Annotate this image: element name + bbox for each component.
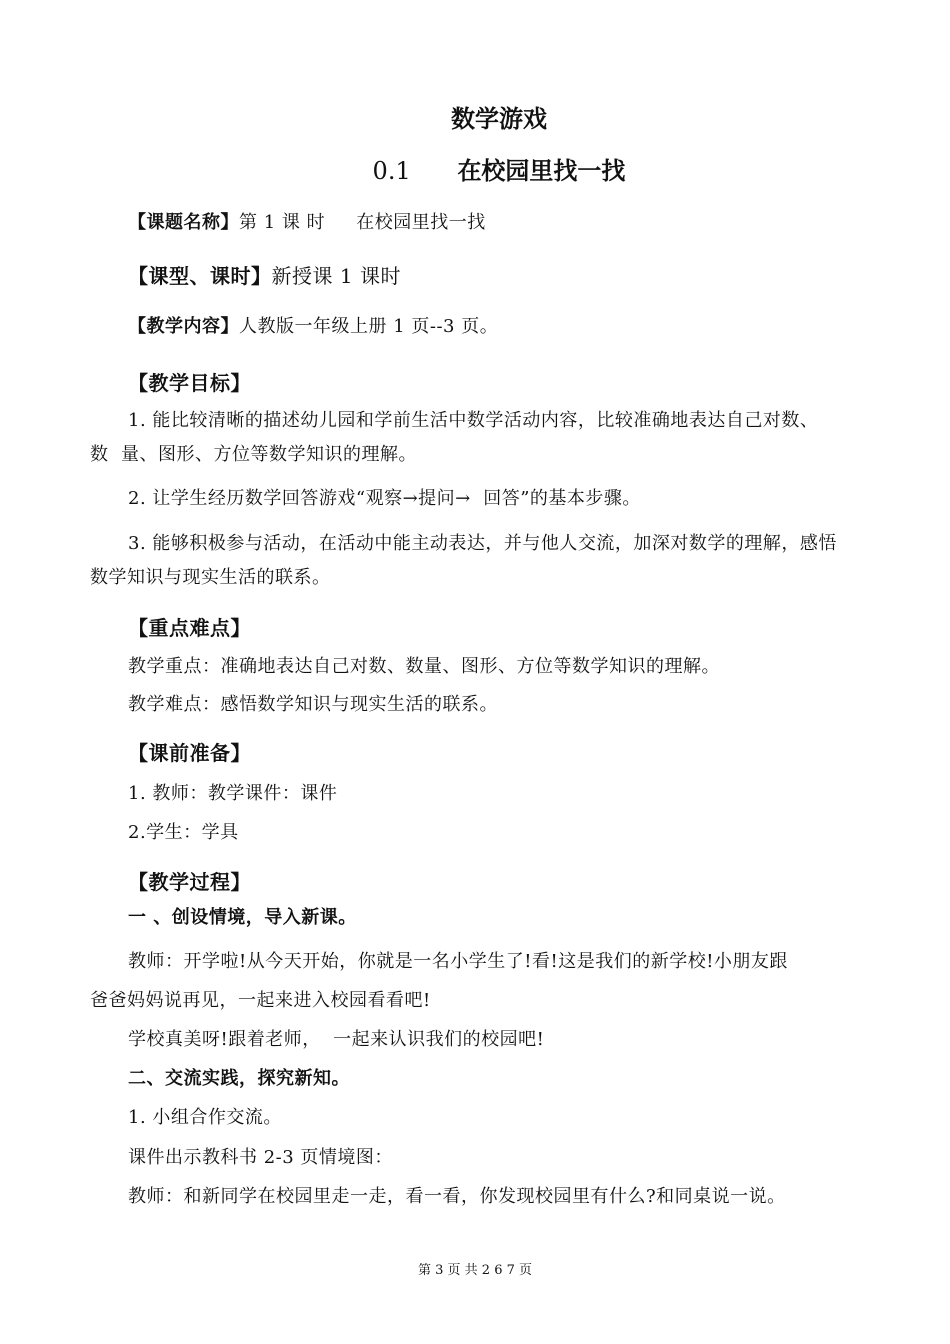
page-title: 数学游戏 xyxy=(451,104,547,133)
content-row xyxy=(128,315,498,339)
goal-3-line-2: 数学知识与现实生活的联系。 xyxy=(90,567,331,588)
lesson-type-value: 新授课 1 课时 xyxy=(271,264,401,288)
step-1-paragraph-2: 学校真美呀!跟着老师， 一起来认识我们的校园吧! xyxy=(128,1029,545,1050)
lesson-type-label: 【课型、课时】 xyxy=(128,264,272,288)
lesson-name-row xyxy=(128,211,486,235)
goal-2: 2. 让学生经历数学回答游戏“观察→提问→ 回答”的基本步骤。 xyxy=(128,488,641,509)
step-2-item-2: 课件出示教科书 2-3 页情境图： xyxy=(128,1147,393,1168)
step-1-paragraph-1-line-2: 爸爸妈妈说再见，一起来进入校园看看吧! xyxy=(90,990,431,1011)
step-2-heading: 二、交流实践，探究新知。 xyxy=(128,1068,350,1089)
step-2-item-3: 教师：和新同学在校园里走一走，看一看，你发现校园里有什么?和同桌说一说。 xyxy=(128,1186,786,1207)
goal-1-line-2: 数 量、图形、方位等数学知识的理解。 xyxy=(90,444,417,465)
lesson-number: 0.1 xyxy=(372,157,411,185)
step-1-heading: 一 、创设情境，导入新课。 xyxy=(128,907,357,928)
preparation-heading: 【课前准备】 xyxy=(128,741,251,765)
lesson-name-value: 第 1 课 时 在校园里找一找 xyxy=(239,212,486,233)
preparation-item-1: 1. 教师：教学课件：课件 xyxy=(128,783,338,804)
goals-heading: 【教学目标】 xyxy=(128,371,251,395)
step-2-item-1: 1. 小组合作交流。 xyxy=(128,1107,282,1128)
page-footer: 第 3 页 共 2 6 7 页 xyxy=(417,1263,532,1278)
content-value: 人教版一年级上册 1 页--3 页。 xyxy=(239,316,499,337)
step-1-paragraph-1-line-1: 教师：开学啦!从今天开始，你就是一名小学生了!看!这是我们的新学校!小朋友跟 xyxy=(128,951,788,972)
goal-1-line-1: 1. 能比较清晰的描述幼儿园和学前生活中数学活动内容，比较准确地表达自己对数、 xyxy=(128,410,819,431)
lesson-name-label: 【课题名称】 xyxy=(128,212,239,233)
key-points-heading: 【重点难点】 xyxy=(128,616,251,640)
content-label: 【教学内容】 xyxy=(128,316,239,337)
lesson-name: 在校园里找一找 xyxy=(457,156,626,185)
preparation-item-2: 2.学生：学具 xyxy=(128,822,239,843)
difficult-point: 教学难点：感悟数学知识与现实生活的联系。 xyxy=(128,694,498,715)
lesson-type-row xyxy=(128,262,401,290)
key-point: 教学重点：准确地表达自己对数、数量、图形、方位等数学知识的理解。 xyxy=(128,656,720,677)
goal-3-line-1: 3. 能够积极参与活动，在活动中能主动表达，并与他人交流，加深对数学的理解，感悟 xyxy=(128,533,837,554)
process-heading: 【教学过程】 xyxy=(128,870,251,894)
lesson-title xyxy=(0,155,950,187)
